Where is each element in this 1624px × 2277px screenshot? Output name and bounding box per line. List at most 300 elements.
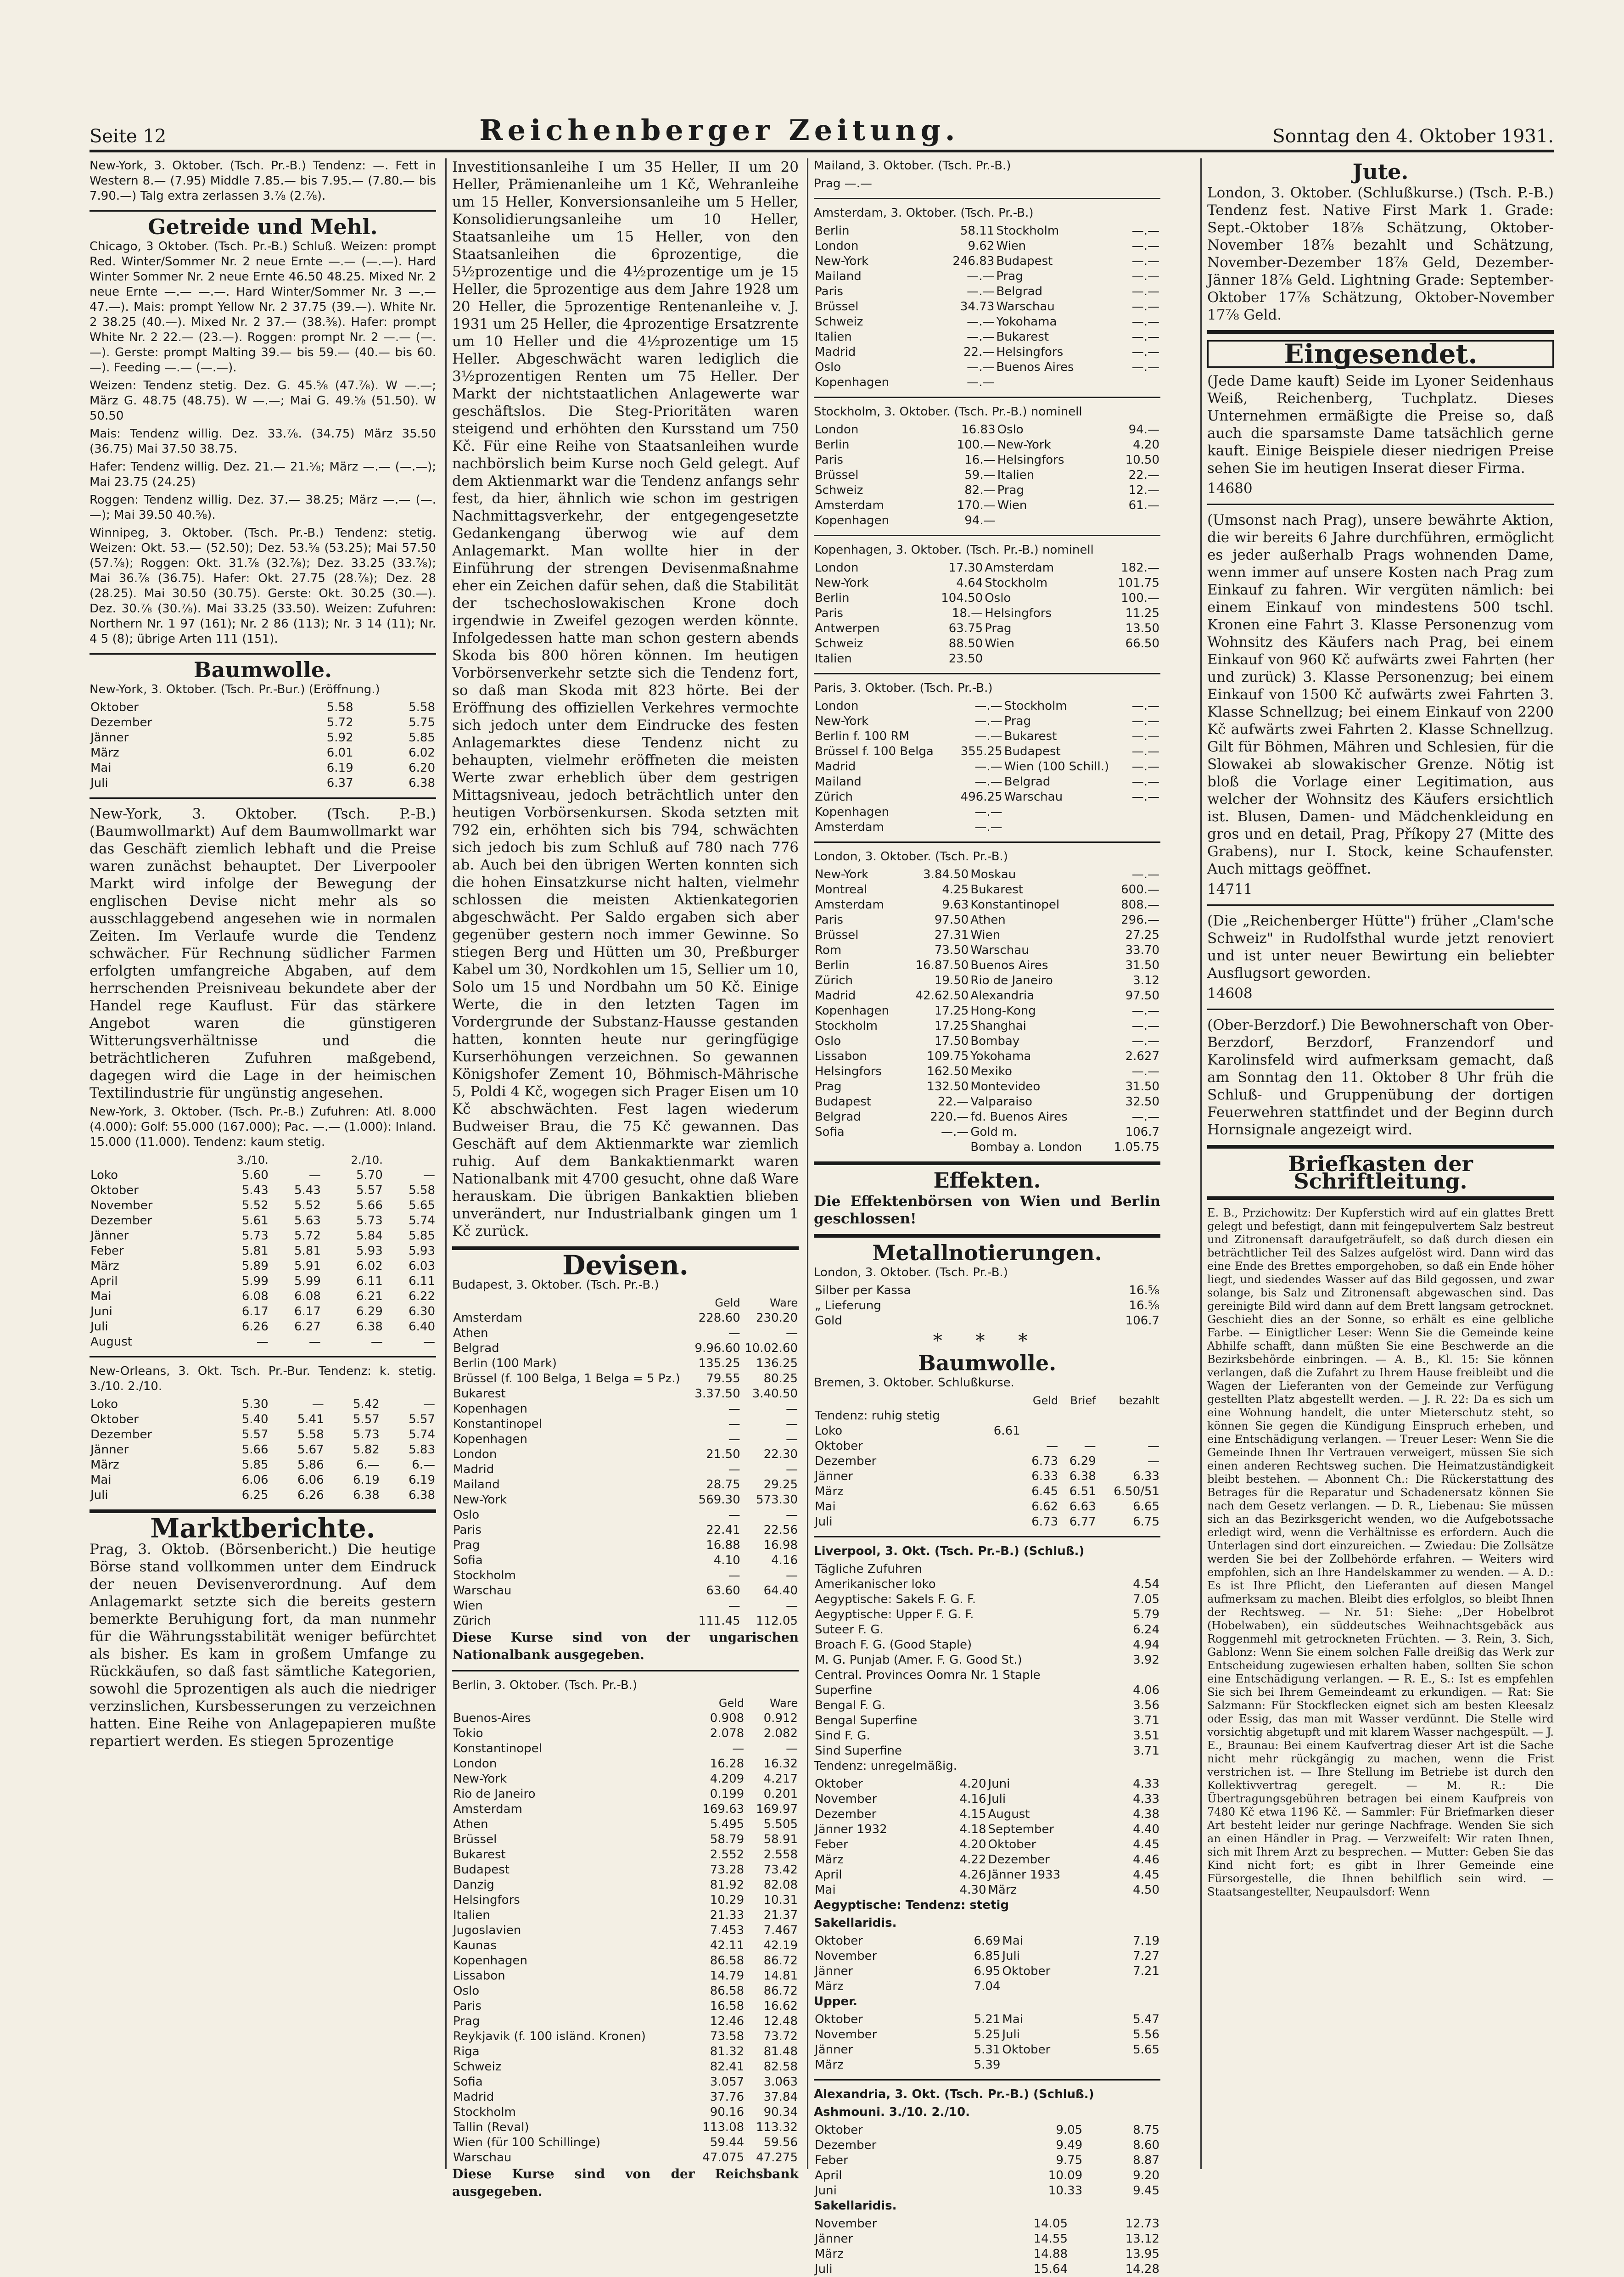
table-cell: Paris bbox=[815, 285, 843, 298]
table-row bbox=[814, 928, 1160, 943]
table-cell: Prag bbox=[996, 269, 1023, 283]
table-cell: 86.72 bbox=[763, 1984, 798, 1998]
table-cell: 58.11 bbox=[960, 224, 995, 238]
table-cell: — bbox=[423, 1397, 435, 1411]
table-cell: — bbox=[1046, 1439, 1058, 1453]
page-header bbox=[90, 106, 1554, 152]
table-cell: 32.50 bbox=[1125, 1095, 1159, 1109]
table-row bbox=[814, 1653, 1160, 1668]
table-cell: 6.17 bbox=[294, 1305, 321, 1318]
table-cell: 4.64 bbox=[956, 576, 983, 590]
table-row bbox=[814, 943, 1160, 958]
table-cell: 73.42 bbox=[763, 1863, 798, 1877]
table-cell: 73.50 bbox=[934, 943, 969, 957]
table-cell: Paris bbox=[453, 1999, 482, 2013]
table-cell: Prag bbox=[453, 1538, 480, 1552]
table-cell: Juni bbox=[988, 1777, 1010, 1791]
table-row bbox=[814, 1683, 1160, 1698]
table-cell: Paris bbox=[815, 453, 843, 467]
table-cell: 13.12 bbox=[1125, 2232, 1159, 2246]
table-cell: 6.63 bbox=[1069, 1500, 1096, 1514]
table-cell: November bbox=[815, 2028, 877, 2041]
table-cell: Dezember bbox=[988, 1853, 1050, 1867]
alexandria-head: Alexandria, 3. Okt. (Tsch. Pr.-B.) (Schluß.) bbox=[814, 2087, 1094, 2101]
table-row bbox=[452, 2135, 799, 2150]
table-cell: Jänner bbox=[815, 1964, 853, 1978]
table-cell: Budapest bbox=[453, 1863, 510, 1877]
table-cell: Jänner bbox=[815, 2043, 853, 2057]
table-cell: 73.58 bbox=[710, 2030, 745, 2043]
table-cell: November bbox=[90, 1199, 153, 1212]
column-2 bbox=[452, 158, 799, 2199]
table-cell: —.— bbox=[1131, 1004, 1159, 1018]
table-row bbox=[90, 1427, 436, 1442]
table-cell: 19.50 bbox=[934, 974, 969, 987]
table-cell: 81.32 bbox=[710, 2045, 745, 2058]
issue-date: Sonntag den 4. Oktober 1931. bbox=[1272, 126, 1554, 147]
table-row bbox=[814, 561, 1160, 576]
table-row bbox=[814, 1852, 1160, 1868]
table-row bbox=[814, 422, 1160, 437]
alexandria-table-2 bbox=[814, 2216, 1160, 2277]
table-cell: —.— bbox=[1131, 760, 1159, 774]
table-cell: Athen bbox=[453, 1326, 488, 1340]
table-cell: —.— bbox=[1131, 1110, 1159, 1124]
table-cell bbox=[983, 1514, 1021, 1530]
table-cell: Stockholm bbox=[453, 2105, 516, 2119]
table-cell: 6.38 bbox=[356, 1320, 383, 1334]
table-cell: —.— bbox=[967, 315, 995, 329]
masthead: Reichenberger Zeitung. bbox=[479, 113, 960, 147]
table-cell: Konstantinopel bbox=[453, 1417, 542, 1431]
table-cell: 13.95 bbox=[1125, 2247, 1159, 2261]
section-title-grain: Getreide und Mehl. bbox=[148, 214, 378, 239]
table-row bbox=[452, 1832, 799, 1847]
table-cell: 6.21 bbox=[356, 1290, 383, 1303]
table-row bbox=[452, 1523, 799, 1538]
table-cell: 5.58 bbox=[409, 1183, 435, 1197]
table-cell bbox=[1126, 820, 1160, 835]
winnipeg-report: Winnipeg, 3. Oktober. (Tsch. Pr.-B.) Tendenz: stetig. Weizen: Okt. 53.— (52.50); Dez. 53.⅝ (53.25); Mai 57.50 (57.⅞); Roggen: Okt. 31.⅞ (32.⅞); Dez. 33.25 (33.⅞); Mai 36.⅞ (36.75). Hafer: Okt. 27.75 (28.⅞); Dez. 28 (28.25). Mai 30.50 (30.75). Gerste: Okt. 30.25 (30.—). Dez. 30.⅞ (30.⅞). Mai 33.25 (33.50). Weizen: Zufuhren: Northern Nr. 1 97 (161); Nr. 2 86 (113); Nr. 3 14 (11); Nr. 4 5 (8); übrige Arten 111 (151). bbox=[90, 526, 436, 646]
table-cell: Broach F. G. (Good Staple) bbox=[815, 1638, 972, 1652]
table-cell: 5.99 bbox=[241, 1274, 269, 1288]
table-cell: 21.50 bbox=[706, 1447, 740, 1461]
table-cell: 27.25 bbox=[1125, 928, 1159, 942]
table-cell: Stockholm bbox=[996, 224, 1059, 238]
table-cell: — bbox=[786, 1742, 798, 1755]
table-cell: —.— bbox=[1131, 868, 1159, 881]
table-cell: 4.20 bbox=[959, 1777, 986, 1791]
table-cell: —.— bbox=[1131, 239, 1159, 253]
table-cell: Oslo bbox=[815, 1034, 841, 1048]
table-cell: Italien bbox=[453, 1908, 490, 1922]
table-cell: 5.63 bbox=[294, 1214, 321, 1228]
table-cell: —.— bbox=[974, 775, 1002, 789]
table-cell: 4.46 bbox=[1133, 1853, 1159, 1867]
table-cell: 5.70 bbox=[356, 1168, 383, 1182]
table-cell: Wien bbox=[453, 1599, 483, 1613]
table-cell: —.— bbox=[1131, 224, 1159, 238]
table-cell: — bbox=[786, 1417, 798, 1431]
table-row bbox=[452, 1953, 799, 1969]
paris-head: Paris, 3. Oktober. (Tsch. Pr.-B.) bbox=[814, 681, 993, 695]
table-cell: 5.85 bbox=[409, 1229, 435, 1243]
table-cell: Stockholm bbox=[1004, 699, 1067, 713]
table-header-cell: Geld bbox=[1032, 1394, 1058, 1407]
table-row bbox=[814, 2058, 1160, 2073]
ad-umsonst-prag-number: 14711 bbox=[1207, 881, 1253, 897]
table-cell: — bbox=[728, 1402, 740, 1416]
table-row bbox=[452, 1432, 799, 1447]
table-cell: Warschau bbox=[453, 1584, 512, 1598]
table-cell: —.— bbox=[974, 699, 1002, 713]
stockholm-head: Stockholm, 3. Oktober. (Tsch. Pr.-B.) nominell bbox=[814, 405, 1082, 419]
table-cell: 5.52 bbox=[241, 1199, 269, 1212]
table-cell: Rom bbox=[815, 943, 842, 957]
ny2-table bbox=[90, 1153, 436, 1350]
table-cell: Dezember bbox=[90, 1428, 152, 1441]
table-cell: 5.39 bbox=[974, 2058, 1001, 2072]
table-cell: Brüssel (f. 100 Belga, 1 Belga = 5 Pz.) bbox=[453, 1372, 680, 1385]
table-cell: 90.16 bbox=[710, 2105, 745, 2119]
table-cell: Montreal bbox=[815, 883, 868, 897]
table-cell: 81.92 bbox=[710, 1878, 745, 1892]
table-cell: 4.20 bbox=[959, 1838, 986, 1851]
egypt-head: Aegyptische: Tendenz: stetig bbox=[814, 1898, 1009, 1912]
table-cell: Loko bbox=[815, 1424, 842, 1438]
table-row bbox=[814, 699, 1160, 714]
stockholm-table bbox=[814, 422, 1160, 528]
table-cell: 12.— bbox=[1128, 483, 1159, 497]
table-cell bbox=[1126, 805, 1160, 820]
table-header-cell bbox=[269, 1153, 322, 1168]
table-cell: fd. Buenos Aires bbox=[970, 1110, 1068, 1124]
table-cell: Belgrad bbox=[815, 1110, 861, 1124]
table-row bbox=[814, 591, 1160, 606]
table-cell: Berlin bbox=[815, 438, 850, 452]
table-row bbox=[452, 1477, 799, 1492]
table-cell: Juli bbox=[1002, 1949, 1020, 1963]
table-cell: Madrid bbox=[815, 345, 856, 359]
table-cell: Kopenhagen bbox=[453, 1954, 528, 1968]
table-cell: —.— bbox=[1131, 790, 1159, 804]
bremen-head: Bremen, 3. Oktober. Schlußkurse. bbox=[814, 1376, 1014, 1390]
table-cell: Antwerpen bbox=[815, 622, 880, 635]
table-cell: Amsterdam bbox=[453, 1802, 522, 1816]
table-cell: 5.41 bbox=[297, 1413, 324, 1426]
table-cell: 37.84 bbox=[763, 2090, 798, 2104]
table-cell: 86.58 bbox=[710, 1984, 745, 1998]
table-cell: Mai bbox=[1002, 1934, 1023, 1948]
table-cell: Kopenhagen bbox=[453, 1432, 528, 1446]
table-cell: 5.67 bbox=[297, 1443, 324, 1457]
table-cell: Bengal Superfine bbox=[815, 1714, 918, 1727]
chicago-rye: Roggen: Tendenz willig. Dez. 37.— 38.25; März —.— (—.—); Mai 39.50 40.⅝). bbox=[90, 493, 436, 522]
table-cell: 82.58 bbox=[763, 2060, 798, 2074]
table-row bbox=[452, 1492, 799, 1508]
liverpool-table bbox=[814, 1562, 1160, 1759]
table-row bbox=[452, 1711, 799, 1726]
table-cell: Athen bbox=[970, 913, 1006, 927]
table-cell: —.— bbox=[967, 269, 995, 283]
table-cell: Tendenz: ruhig stetig bbox=[815, 1409, 940, 1423]
table-cell: 5.40 bbox=[241, 1413, 269, 1426]
table-cell: Sind Superfine bbox=[815, 1744, 902, 1758]
table-cell: Gold bbox=[815, 1314, 842, 1328]
table-cell: 97.50 bbox=[1125, 989, 1159, 1003]
table-cell: 6.38 bbox=[409, 776, 435, 790]
table-cell: 162.50 bbox=[927, 1065, 969, 1078]
table-cell: November bbox=[815, 1949, 877, 1963]
table-row bbox=[90, 1168, 436, 1183]
table-cell: 3.84.50 bbox=[923, 868, 969, 881]
table-cell: 7.27 bbox=[1133, 1949, 1159, 1963]
table-row bbox=[452, 1538, 799, 1553]
table-cell: 6.62 bbox=[1031, 1500, 1058, 1514]
chicago-report: Chicago, 3 Oktober. (Tsch. Pr.-B.) Schluß. Weizen: prompt Red. Winter/Sommer Nr. 2 neue Ernte —.— (—.—). Hard Winter Sommer Nr. 2 neue Ernte 46.50 48.25. Mixed Nr. 2 neue Ernte —.— —.—. Hard Winter/Sommer Nr. 3 —.— 47.—). Mais: prompt Yellow Nr. 2 37.75 (39.—). White Nr. 2 38.25 (40.—). Mixed Nr. 2 37.— (38.⅜). Hafer: prompt White Nr. 2 22.— (23.—). Roggen: prompt Nr. 2 —.— (—.—). Gerste: prompt Malting 39.— bis 59.— (40.— bis 60.—). Feeding —.— (—.—). bbox=[90, 240, 436, 375]
table-row bbox=[452, 1614, 799, 1629]
table-cell: 94.— bbox=[964, 514, 996, 527]
table-cell: 97.50 bbox=[934, 913, 969, 927]
table-cell: 0.201 bbox=[763, 1787, 798, 1801]
table-cell: 16.87.50 bbox=[915, 959, 969, 972]
table-row bbox=[814, 1298, 1160, 1313]
table-cell: 101.75 bbox=[1118, 576, 1159, 590]
table-cell: 4.22 bbox=[959, 1853, 986, 1867]
table-cell: 6.45 bbox=[1031, 1485, 1058, 1498]
table-cell: 9.45 bbox=[1133, 2184, 1159, 2198]
table-cell: Warschau bbox=[996, 300, 1055, 314]
kopenhagen-head: Kopenhagen, 3. Oktober. (Tsch. Pr.-B.) nominell bbox=[814, 543, 1094, 557]
table-row bbox=[814, 1469, 1160, 1484]
table-row bbox=[814, 2123, 1160, 2138]
table-cell: 5.74 bbox=[409, 1428, 435, 1441]
table-row bbox=[814, 1792, 1160, 1807]
table-cell: Oktober bbox=[815, 2123, 863, 2137]
table-cell: 12.48 bbox=[763, 2014, 798, 2028]
table-cell: — bbox=[786, 1402, 798, 1416]
table-cell: 100.— bbox=[1121, 591, 1159, 605]
table-cell: 6.29 bbox=[356, 1305, 383, 1318]
neworleans-head: New-Orleans, 3. Okt. Tsch. Pr.-Bur. Tendenz: k. stetig. 3./10. 2./10. bbox=[90, 1364, 436, 1393]
table-cell: Superfine bbox=[815, 1683, 873, 1697]
table-cell: 5.57 bbox=[241, 1428, 269, 1441]
table-header-cell: Geld bbox=[718, 1697, 745, 1710]
table-cell: Bukarest bbox=[996, 330, 1049, 344]
table-row bbox=[452, 1508, 799, 1523]
table-header-row bbox=[814, 1393, 1160, 1408]
table-cell: Brüssel bbox=[815, 300, 859, 314]
table-cell: Kopenhagen bbox=[453, 1402, 528, 1416]
table-cell: New-York bbox=[815, 714, 869, 728]
table-header-cell bbox=[983, 1393, 1021, 1408]
table-cell: 5.85 bbox=[409, 731, 435, 745]
table-row bbox=[814, 867, 1160, 882]
table-row bbox=[452, 1356, 799, 1371]
table-cell: Prag bbox=[985, 622, 1012, 635]
table-cell: 5.81 bbox=[241, 1244, 269, 1258]
table-cell: Warschau bbox=[1004, 790, 1063, 804]
table-row bbox=[814, 729, 1160, 744]
table-cell: Helsingfors bbox=[997, 453, 1064, 467]
table-cell: Jänner bbox=[90, 731, 129, 745]
table-row bbox=[452, 2120, 799, 2135]
table-cell: Mai bbox=[90, 761, 112, 775]
table-cell: — bbox=[786, 1326, 798, 1340]
table-cell: 5.85 bbox=[241, 1458, 269, 1472]
table-cell bbox=[1021, 1424, 1059, 1439]
table-cell: 14.55 bbox=[1033, 2232, 1068, 2246]
table-row bbox=[452, 1923, 799, 1938]
table-cell: Oktober bbox=[90, 1183, 139, 1197]
table-cell: 228.60 bbox=[698, 1311, 740, 1325]
table-cell: — bbox=[256, 1335, 269, 1349]
table-cell: Helsingfors bbox=[985, 606, 1052, 620]
table-cell: 14.28 bbox=[1125, 2262, 1159, 2276]
table-cell: 6.02 bbox=[356, 1259, 383, 1273]
table-row bbox=[452, 1583, 799, 1598]
liverpool-head: Liverpool, 3. Okt. (Tsch. Pr.-B.) (Schluß.) bbox=[814, 1544, 1085, 1558]
table-cell: 6.30 bbox=[409, 1305, 435, 1318]
table-row bbox=[814, 1868, 1160, 1883]
table-row bbox=[814, 973, 1160, 988]
table-cell: Montevideo bbox=[970, 1080, 1041, 1094]
table-cell: Juli bbox=[815, 2262, 833, 2276]
table-cell: London bbox=[815, 239, 859, 253]
table-row bbox=[814, 2247, 1160, 2262]
table-cell: 296.— bbox=[1121, 913, 1159, 927]
table-row bbox=[814, 1514, 1160, 1530]
table-cell: 73.72 bbox=[763, 2030, 798, 2043]
table-row bbox=[90, 1259, 436, 1274]
table-cell: 7.453 bbox=[710, 1924, 745, 1937]
table-cell: Stockholm bbox=[815, 1019, 878, 1033]
table-cell: —.— bbox=[1131, 729, 1159, 743]
table-cell: 82.— bbox=[964, 483, 996, 497]
table-cell: 22.— bbox=[963, 345, 995, 359]
table-cell: Amerikanischer loko bbox=[815, 1577, 936, 1591]
egypt-upper: Upper. bbox=[814, 1995, 857, 2008]
ad-ober-berzdorf: (Ober-Berzdorf.) Die Bewohnerschaft von Ober-Berzdorf, Berzdorf, Franzendorf und Karolinsfeld wird aufmerksam gemacht, daß am Sonntag den 11. Oktober 8 Uhr früh die Schluß- und Gruppenübung der dortigen Feuerwehren stattfindet und der Beginn durch Hornsignale angezeigt wird. bbox=[1207, 1017, 1554, 1138]
table-cell: —.— bbox=[974, 760, 1002, 774]
table-cell: 170.— bbox=[957, 499, 996, 512]
table-row bbox=[814, 330, 1160, 345]
table-cell: Prag bbox=[997, 483, 1024, 497]
table-cell: — bbox=[728, 1326, 740, 1340]
table-cell: 4.18 bbox=[959, 1823, 986, 1836]
table-row bbox=[452, 1969, 799, 1984]
table-cell: New-York bbox=[815, 254, 869, 268]
table-cell: Wien bbox=[985, 637, 1015, 651]
table-cell bbox=[983, 1439, 1021, 1454]
table-row bbox=[814, 483, 1160, 498]
table-cell: Helsingfors bbox=[815, 1065, 882, 1078]
table-cell: — bbox=[423, 1168, 435, 1182]
table-cell: 169.63 bbox=[702, 1802, 745, 1816]
table-cell: Budapest bbox=[1004, 745, 1061, 758]
table-header-cell: Geld bbox=[715, 1296, 740, 1309]
table-cell: 136.25 bbox=[756, 1357, 798, 1370]
table-cell: Paris bbox=[453, 1523, 482, 1537]
table-row bbox=[90, 1458, 436, 1473]
table-cell: 10.50 bbox=[1125, 453, 1159, 467]
table-cell: 5.72 bbox=[326, 716, 353, 729]
column-3 bbox=[814, 158, 1160, 2276]
table-cell: 6.40 bbox=[409, 1320, 435, 1334]
table-cell: 16.— bbox=[964, 453, 996, 467]
table-cell bbox=[1021, 1408, 1059, 1424]
table-cell: Jänner bbox=[815, 1469, 853, 1483]
table-cell: Mailand bbox=[815, 775, 862, 789]
table-row bbox=[814, 988, 1160, 1004]
table-cell: 6.69 bbox=[974, 1934, 1001, 1948]
table-cell: 111.45 bbox=[698, 1614, 740, 1628]
table-row bbox=[814, 314, 1160, 330]
table-cell: Oktober bbox=[90, 1413, 139, 1426]
table-row bbox=[814, 1408, 1160, 1424]
table-cell: —.— bbox=[1131, 714, 1159, 728]
table-cell: Schweiz bbox=[815, 637, 863, 651]
table-row bbox=[90, 1183, 436, 1198]
table-row bbox=[90, 715, 436, 730]
table-cell bbox=[1103, 2058, 1160, 2073]
table-row bbox=[90, 776, 436, 791]
table-cell: 10.33 bbox=[1048, 2184, 1083, 2198]
table-cell: Oktober bbox=[815, 1777, 863, 1791]
table-cell: — bbox=[786, 1508, 798, 1522]
alexandria-table bbox=[814, 2123, 1160, 2198]
table-cell: Juni bbox=[90, 1305, 112, 1318]
table-cell: April bbox=[815, 2169, 842, 2182]
table-cell: —.— bbox=[1131, 285, 1159, 298]
table-cell: 106.7 bbox=[1125, 1314, 1159, 1328]
table-cell: 1.05.75 bbox=[1114, 1140, 1159, 1154]
table-cell bbox=[984, 651, 1093, 667]
table-cell: Loko bbox=[90, 1397, 118, 1411]
table-cell bbox=[1097, 1408, 1160, 1424]
table-row bbox=[452, 1847, 799, 1862]
table-cell: Juli bbox=[1002, 2028, 1020, 2041]
table-cell: —.— bbox=[1131, 699, 1159, 713]
table-cell bbox=[1104, 513, 1160, 528]
table-cell: Sofia bbox=[453, 2075, 483, 2089]
table-cell: 5.84 bbox=[356, 1229, 383, 1243]
table-cell: 6.73 bbox=[1031, 1454, 1058, 1468]
table-cell: — bbox=[728, 1432, 740, 1446]
table-row bbox=[452, 2105, 799, 2120]
table-row bbox=[814, 1110, 1160, 1125]
table-cell: Schweiz bbox=[453, 2060, 502, 2074]
table-cell: 6.19 bbox=[409, 1473, 435, 1487]
table-cell: 6.03 bbox=[409, 1259, 435, 1273]
table-cell: 5.73 bbox=[241, 1229, 269, 1243]
table-row bbox=[90, 1198, 436, 1213]
table-cell: New-York bbox=[453, 1493, 507, 1507]
table-cell: Feber bbox=[90, 1244, 124, 1258]
table-cell: 4.33 bbox=[1133, 1792, 1159, 1806]
table-cell bbox=[1001, 1979, 1103, 1994]
table-cell: Budapest bbox=[815, 1095, 871, 1109]
table-cell: 6.26 bbox=[241, 1320, 269, 1334]
table-cell: 104.50 bbox=[941, 591, 983, 605]
table-cell: 2.558 bbox=[763, 1848, 798, 1862]
table-cell: Juli bbox=[988, 1792, 1006, 1806]
table-cell: Mai bbox=[90, 1473, 112, 1487]
table-cell: Juli bbox=[90, 776, 108, 790]
table-cell: 16.62 bbox=[763, 1999, 798, 2013]
table-cell: Riga bbox=[453, 2045, 480, 2058]
table-cell: Italien bbox=[997, 468, 1035, 482]
